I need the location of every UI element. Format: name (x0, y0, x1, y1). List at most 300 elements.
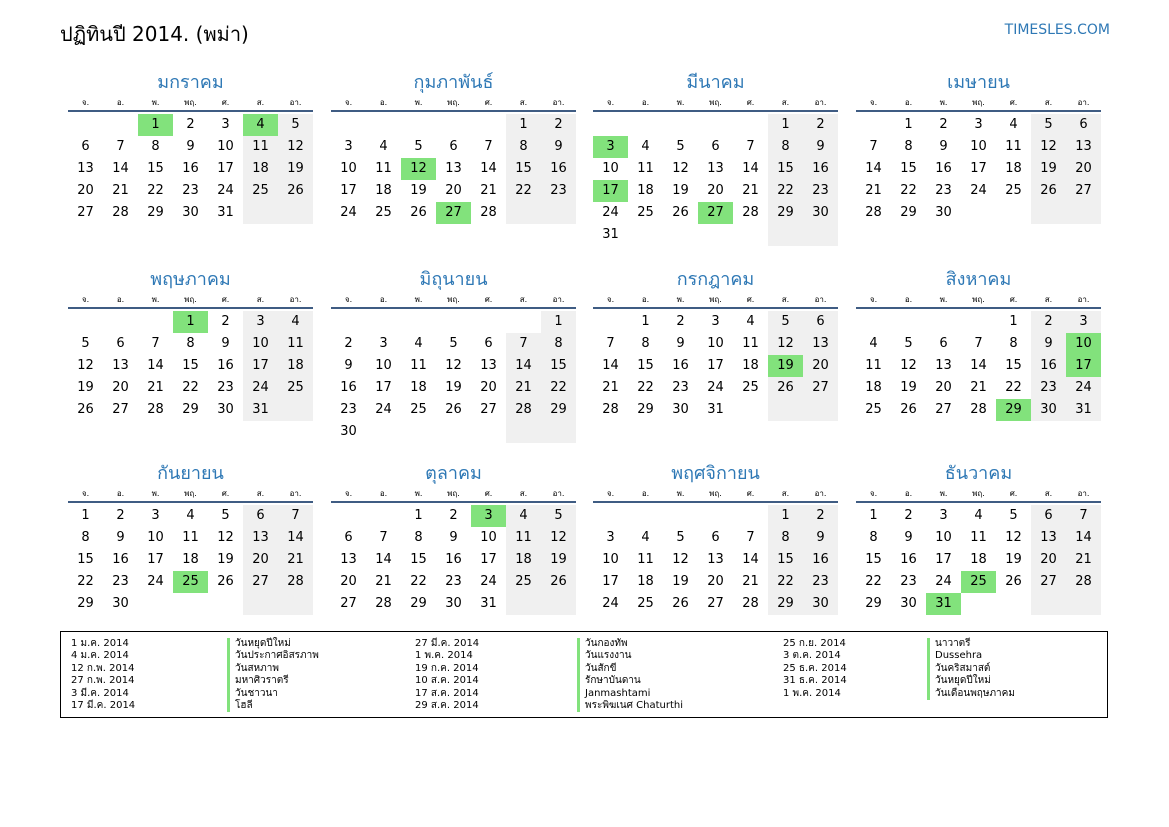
day-cell[interactable]: 15 (77, 552, 94, 567)
day-cell[interactable]: 18 (243, 158, 278, 180)
day-cell[interactable]: 15 (900, 161, 917, 176)
day-cell[interactable]: 2 (116, 508, 125, 523)
day-cell[interactable]: 14 (278, 527, 313, 549)
day-cell[interactable]: 4 (746, 314, 755, 329)
day-cell[interactable]: 29 (147, 205, 164, 220)
day-cell[interactable]: 14 (112, 161, 129, 176)
day-cell[interactable]: 22 (77, 574, 94, 589)
day-cell[interactable]: 27 (340, 596, 357, 611)
day-cell[interactable]: 25 (961, 571, 996, 593)
day-cell[interactable]: 14 (602, 358, 619, 373)
day-cell[interactable]: 12 (1031, 136, 1066, 158)
day-cell[interactable]: 26 (1031, 180, 1066, 202)
day-cell[interactable]: 28 (375, 596, 392, 611)
day-cell[interactable]: 3 (939, 508, 948, 523)
day-cell[interactable]: 23 (541, 180, 576, 202)
day-cell[interactable]: 29 (768, 202, 803, 224)
day-cell[interactable]: 29 (77, 596, 94, 611)
day-cell[interactable]: 19 (278, 158, 313, 180)
day-cell[interactable]: 7 (484, 139, 493, 154)
day-cell[interactable]: 24 (340, 205, 357, 220)
day-cell[interactable]: 21 (147, 380, 164, 395)
day-cell[interactable]: 23 (1031, 377, 1066, 399)
day-cell[interactable]: 8 (904, 139, 913, 154)
day-cell[interactable]: 12 (445, 358, 462, 373)
day-cell[interactable]: 19 (672, 574, 689, 589)
day-cell[interactable]: 17 (340, 183, 357, 198)
day-cell[interactable]: 12 (900, 358, 917, 373)
day-cell[interactable]: 8 (151, 139, 160, 154)
day-cell[interactable]: 25 (243, 180, 278, 202)
day-cell[interactable]: 3 (243, 311, 278, 333)
day-cell[interactable]: 8 (414, 530, 423, 545)
day-cell[interactable]: 16 (1031, 355, 1066, 377)
day-cell[interactable]: 28 (742, 596, 759, 611)
day-cell[interactable]: 1 (1009, 314, 1018, 329)
day-cell[interactable]: 2 (676, 314, 685, 329)
day-cell[interactable]: 10 (147, 530, 164, 545)
day-cell[interactable]: 16 (445, 552, 462, 567)
day-cell[interactable]: 7 (746, 139, 755, 154)
day-cell[interactable]: 7 (746, 530, 755, 545)
day-cell[interactable]: 30 (1031, 399, 1066, 421)
day-cell[interactable]: 4 (243, 114, 278, 136)
day-cell[interactable]: 14 (865, 161, 882, 176)
day-cell[interactable]: 26 (410, 205, 427, 220)
day-cell[interactable]: 29 (900, 205, 917, 220)
day-cell[interactable]: 14 (970, 358, 987, 373)
day-cell[interactable]: 10 (243, 333, 278, 355)
day-cell[interactable]: 20 (340, 574, 357, 589)
day-cell[interactable]: 4 (278, 311, 313, 333)
day-cell[interactable]: 10 (970, 139, 987, 154)
day-cell[interactable]: 20 (77, 183, 94, 198)
day-cell[interactable]: 30 (803, 593, 838, 615)
day-cell[interactable]: 29 (637, 402, 654, 417)
day-cell[interactable]: 22 (541, 377, 576, 399)
day-cell[interactable]: 17 (375, 380, 392, 395)
day-cell[interactable]: 15 (506, 158, 541, 180)
day-cell[interactable]: 2 (541, 114, 576, 136)
day-cell[interactable]: 23 (445, 574, 462, 589)
day-cell[interactable]: 11 (970, 530, 987, 545)
day-cell[interactable]: 4 (974, 508, 983, 523)
day-cell[interactable]: 2 (1031, 311, 1066, 333)
day-cell[interactable]: 21 (602, 380, 619, 395)
day-cell[interactable]: 19 (1031, 158, 1066, 180)
day-cell[interactable]: 11 (865, 358, 882, 373)
day-cell[interactable]: 15 (182, 358, 199, 373)
day-cell[interactable]: 11 (742, 336, 759, 351)
day-cell[interactable]: 23 (112, 574, 129, 589)
day-cell[interactable]: 20 (243, 549, 278, 571)
day-cell[interactable]: 27 (480, 402, 497, 417)
day-cell[interactable]: 12 (672, 552, 689, 567)
day-cell[interactable]: 15 (1005, 358, 1022, 373)
day-cell[interactable]: 10 (217, 139, 234, 154)
day-cell[interactable]: 17 (243, 355, 278, 377)
day-cell[interactable]: 22 (865, 574, 882, 589)
day-cell[interactable]: 13 (707, 552, 724, 567)
day-cell[interactable]: 13 (707, 161, 724, 176)
day-cell[interactable]: 6 (803, 311, 838, 333)
day-cell[interactable]: 13 (480, 358, 497, 373)
day-cell[interactable]: 22 (637, 380, 654, 395)
day-cell[interactable]: 9 (186, 139, 195, 154)
day-cell[interactable]: 24 (935, 574, 952, 589)
day-cell[interactable]: 21 (865, 183, 882, 198)
day-cell[interactable]: 24 (480, 574, 497, 589)
day-cell[interactable]: 19 (541, 549, 576, 571)
day-cell[interactable]: 2 (803, 114, 838, 136)
day-cell[interactable]: 26 (768, 377, 803, 399)
day-cell[interactable]: 6 (449, 139, 458, 154)
day-cell[interactable]: 7 (869, 139, 878, 154)
day-cell[interactable]: 3 (344, 139, 353, 154)
day-cell[interactable]: 8 (1009, 336, 1018, 351)
day-cell[interactable]: 18 (182, 552, 199, 567)
day-cell[interactable]: 14 (147, 358, 164, 373)
day-cell[interactable]: 18 (278, 355, 313, 377)
day-cell[interactable]: 16 (217, 358, 234, 373)
day-cell[interactable]: 20 (1031, 549, 1066, 571)
day-cell[interactable]: 25 (742, 380, 759, 395)
day-cell[interactable]: 29 (768, 593, 803, 615)
day-cell[interactable]: 3 (593, 136, 628, 158)
day-cell[interactable]: 16 (803, 158, 838, 180)
day-cell[interactable]: 22 (182, 380, 199, 395)
day-cell[interactable]: 13 (243, 527, 278, 549)
day-cell[interactable]: 13 (77, 161, 94, 176)
day-cell[interactable]: 3 (379, 336, 388, 351)
day-cell[interactable]: 31 (243, 399, 278, 421)
day-cell[interactable]: 26 (672, 596, 689, 611)
day-cell[interactable]: 29 (541, 399, 576, 421)
day-cell[interactable]: 9 (676, 336, 685, 351)
day-cell[interactable]: 28 (480, 205, 497, 220)
day-cell[interactable]: 13 (935, 358, 952, 373)
day-cell[interactable]: 15 (541, 355, 576, 377)
day-cell[interactable]: 27 (112, 402, 129, 417)
day-cell[interactable]: 25 (410, 402, 427, 417)
day-cell[interactable]: 1 (81, 508, 90, 523)
day-cell[interactable]: 2 (939, 117, 948, 132)
day-cell[interactable]: 25 (1005, 183, 1022, 198)
day-cell[interactable]: 25 (173, 571, 208, 593)
day-cell[interactable]: 26 (1005, 574, 1022, 589)
day-cell[interactable]: 11 (506, 527, 541, 549)
day-cell[interactable]: 1 (138, 114, 173, 136)
day-cell[interactable]: 29 (182, 402, 199, 417)
day-cell[interactable]: 16 (803, 549, 838, 571)
day-cell[interactable]: 9 (449, 530, 458, 545)
day-cell[interactable]: 5 (676, 530, 685, 545)
day-cell[interactable]: 22 (768, 180, 803, 202)
day-cell[interactable]: 10 (340, 161, 357, 176)
day-cell[interactable]: 28 (602, 402, 619, 417)
day-cell[interactable]: 20 (445, 183, 462, 198)
day-cell[interactable]: 21 (480, 183, 497, 198)
day-cell[interactable]: 20 (112, 380, 129, 395)
day-cell[interactable]: 19 (410, 183, 427, 198)
day-cell[interactable]: 31 (217, 205, 234, 220)
day-cell[interactable]: 7 (1066, 505, 1101, 527)
day-cell[interactable]: 6 (711, 530, 720, 545)
day-cell[interactable]: 11 (278, 333, 313, 355)
day-cell[interactable]: 13 (803, 333, 838, 355)
day-cell[interactable]: 18 (970, 552, 987, 567)
day-cell[interactable]: 5 (541, 505, 576, 527)
day-cell[interactable]: 2 (344, 336, 353, 351)
day-cell[interactable]: 26 (278, 180, 313, 202)
day-cell[interactable]: 19 (768, 355, 803, 377)
day-cell[interactable]: 12 (1005, 530, 1022, 545)
day-cell[interactable]: 8 (541, 333, 576, 355)
day-cell[interactable]: 18 (375, 183, 392, 198)
day-cell[interactable]: 14 (1066, 527, 1101, 549)
day-cell[interactable]: 18 (637, 574, 654, 589)
day-cell[interactable]: 28 (112, 205, 129, 220)
day-cell[interactable]: 16 (935, 161, 952, 176)
day-cell[interactable]: 6 (1031, 505, 1066, 527)
day-cell[interactable]: 13 (112, 358, 129, 373)
day-cell[interactable]: 5 (414, 139, 423, 154)
day-cell[interactable]: 7 (116, 139, 125, 154)
day-cell[interactable]: 5 (278, 114, 313, 136)
day-cell[interactable]: 14 (480, 161, 497, 176)
day-cell[interactable]: 18 (1005, 161, 1022, 176)
day-cell[interactable]: 28 (865, 205, 882, 220)
day-cell[interactable]: 25 (506, 571, 541, 593)
day-cell[interactable]: 11 (637, 161, 654, 176)
day-cell[interactable]: 23 (217, 380, 234, 395)
day-cell[interactable]: 23 (672, 380, 689, 395)
day-cell[interactable]: 23 (182, 183, 199, 198)
day-cell[interactable]: 18 (637, 183, 654, 198)
day-cell[interactable]: 24 (602, 205, 619, 220)
day-cell[interactable]: 3 (471, 505, 506, 527)
day-cell[interactable]: 31 (480, 596, 497, 611)
day-cell[interactable]: 4 (506, 505, 541, 527)
day-cell[interactable]: 27 (1031, 571, 1066, 593)
day-cell[interactable]: 1 (541, 311, 576, 333)
day-cell[interactable]: 12 (401, 158, 436, 180)
day-cell[interactable]: 6 (1066, 114, 1101, 136)
day-cell[interactable]: 12 (278, 136, 313, 158)
day-cell[interactable]: 18 (506, 549, 541, 571)
day-cell[interactable]: 4 (641, 530, 650, 545)
day-cell[interactable]: 15 (768, 158, 803, 180)
day-cell[interactable]: 12 (217, 530, 234, 545)
day-cell[interactable]: 10 (602, 552, 619, 567)
day-cell[interactable]: 24 (707, 380, 724, 395)
day-cell[interactable]: 18 (410, 380, 427, 395)
day-cell[interactable]: 6 (116, 336, 125, 351)
day-cell[interactable]: 19 (77, 380, 94, 395)
day-cell[interactable]: 17 (593, 180, 628, 202)
day-cell[interactable]: 1 (641, 314, 650, 329)
day-cell[interactable]: 24 (970, 183, 987, 198)
day-cell[interactable]: 30 (217, 402, 234, 417)
day-cell[interactable]: 29 (865, 596, 882, 611)
day-cell[interactable]: 6 (711, 139, 720, 154)
day-cell[interactable]: 8 (506, 136, 541, 158)
day-cell[interactable]: 1 (768, 114, 803, 136)
day-cell[interactable]: 19 (900, 380, 917, 395)
day-cell[interactable]: 7 (151, 336, 160, 351)
day-cell[interactable]: 14 (506, 355, 541, 377)
day-cell[interactable]: 4 (641, 139, 650, 154)
day-cell[interactable]: 12 (77, 358, 94, 373)
day-cell[interactable]: 22 (1005, 380, 1022, 395)
day-cell[interactable]: 18 (742, 358, 759, 373)
day-cell[interactable]: 23 (803, 180, 838, 202)
day-cell[interactable]: 16 (672, 358, 689, 373)
day-cell[interactable]: 27 (77, 205, 94, 220)
day-cell[interactable]: 10 (480, 530, 497, 545)
day-cell[interactable]: 4 (186, 508, 195, 523)
day-cell[interactable]: 21 (742, 183, 759, 198)
day-cell[interactable]: 10 (707, 336, 724, 351)
day-cell[interactable]: 16 (340, 380, 357, 395)
day-cell[interactable]: 13 (340, 552, 357, 567)
day-cell[interactable]: 22 (147, 183, 164, 198)
day-cell[interactable]: 24 (1066, 377, 1101, 399)
day-cell[interactable]: 8 (81, 530, 90, 545)
day-cell[interactable]: 20 (1066, 158, 1101, 180)
day-cell[interactable]: 14 (742, 161, 759, 176)
day-cell[interactable]: 17 (1066, 355, 1101, 377)
day-cell[interactable]: 24 (375, 402, 392, 417)
day-cell[interactable]: 21 (742, 574, 759, 589)
day-cell[interactable]: 11 (410, 358, 427, 373)
day-cell[interactable]: 28 (742, 205, 759, 220)
day-cell[interactable]: 9 (803, 527, 838, 549)
day-cell[interactable]: 18 (865, 380, 882, 395)
day-cell[interactable]: 22 (900, 183, 917, 198)
day-cell[interactable]: 17 (935, 552, 952, 567)
day-cell[interactable]: 27 (436, 202, 471, 224)
day-cell[interactable]: 23 (935, 183, 952, 198)
day-cell[interactable]: 23 (803, 571, 838, 593)
day-cell[interactable]: 15 (865, 552, 882, 567)
day-cell[interactable]: 13 (445, 161, 462, 176)
day-cell[interactable]: 27 (243, 571, 278, 593)
day-cell[interactable]: 20 (707, 574, 724, 589)
day-cell[interactable]: 7 (606, 336, 615, 351)
day-cell[interactable]: 5 (221, 508, 230, 523)
day-cell[interactable]: 5 (904, 336, 913, 351)
day-cell[interactable]: 3 (1066, 311, 1101, 333)
day-cell[interactable]: 30 (445, 596, 462, 611)
day-cell[interactable]: 7 (506, 333, 541, 355)
day-cell[interactable]: 21 (278, 549, 313, 571)
day-cell[interactable]: 8 (186, 336, 195, 351)
day-cell[interactable]: 17 (480, 552, 497, 567)
day-cell[interactable]: 1 (768, 505, 803, 527)
day-cell[interactable]: 9 (541, 136, 576, 158)
day-cell[interactable]: 17 (602, 574, 619, 589)
day-cell[interactable]: 17 (707, 358, 724, 373)
day-cell[interactable]: 31 (602, 227, 619, 242)
day-cell[interactable]: 23 (900, 574, 917, 589)
day-cell[interactable]: 20 (803, 355, 838, 377)
day-cell[interactable]: 16 (112, 552, 129, 567)
day-cell[interactable]: 1 (506, 114, 541, 136)
day-cell[interactable]: 28 (970, 402, 987, 417)
day-cell[interactable]: 4 (379, 139, 388, 154)
day-cell[interactable]: 1 (904, 117, 913, 132)
day-cell[interactable]: 21 (970, 380, 987, 395)
day-cell[interactable]: 16 (182, 161, 199, 176)
day-cell[interactable]: 20 (480, 380, 497, 395)
day-cell[interactable]: 22 (768, 571, 803, 593)
day-cell[interactable]: 6 (484, 336, 493, 351)
day-cell[interactable]: 19 (672, 183, 689, 198)
day-cell[interactable]: 9 (904, 530, 913, 545)
day-cell[interactable]: 27 (803, 377, 838, 399)
day-cell[interactable]: 12 (672, 161, 689, 176)
day-cell[interactable]: 6 (939, 336, 948, 351)
day-cell[interactable]: 27 (1066, 180, 1101, 202)
day-cell[interactable]: 11 (182, 530, 199, 545)
day-cell[interactable]: 29 (996, 399, 1031, 421)
day-cell[interactable]: 26 (672, 205, 689, 220)
day-cell[interactable]: 2 (904, 508, 913, 523)
day-cell[interactable]: 13 (1066, 136, 1101, 158)
day-cell[interactable]: 24 (217, 183, 234, 198)
day-cell[interactable]: 10 (1066, 333, 1101, 355)
day-cell[interactable]: 28 (278, 571, 313, 593)
day-cell[interactable]: 14 (742, 552, 759, 567)
day-cell[interactable]: 11 (1005, 139, 1022, 154)
day-cell[interactable]: 28 (1066, 571, 1101, 593)
day-cell[interactable]: 15 (637, 358, 654, 373)
day-cell[interactable]: 6 (344, 530, 353, 545)
day-cell[interactable]: 25 (375, 205, 392, 220)
day-cell[interactable]: 9 (344, 358, 353, 373)
day-cell[interactable]: 25 (637, 205, 654, 220)
day-cell[interactable]: 31 (707, 402, 724, 417)
day-cell[interactable]: 7 (379, 530, 388, 545)
day-cell[interactable]: 21 (1066, 549, 1101, 571)
day-cell[interactable]: 22 (410, 574, 427, 589)
site-logo[interactable]: TIMESLES.COM (1004, 22, 1110, 38)
day-cell[interactable]: 5 (81, 336, 90, 351)
day-cell[interactable]: 17 (147, 552, 164, 567)
day-cell[interactable]: 25 (278, 377, 313, 399)
day-cell[interactable]: 27 (935, 402, 952, 417)
day-cell[interactable]: 2 (186, 117, 195, 132)
day-cell[interactable]: 8 (768, 136, 803, 158)
day-cell[interactable]: 9 (803, 136, 838, 158)
day-cell[interactable]: 3 (974, 117, 983, 132)
day-cell[interactable]: 10 (935, 530, 952, 545)
day-cell[interactable]: 30 (182, 205, 199, 220)
day-cell[interactable]: 27 (698, 202, 733, 224)
day-cell[interactable]: 19 (445, 380, 462, 395)
day-cell[interactable]: 26 (445, 402, 462, 417)
day-cell[interactable]: 5 (1031, 114, 1066, 136)
day-cell[interactable]: 15 (768, 549, 803, 571)
day-cell[interactable]: 5 (449, 336, 458, 351)
day-cell[interactable]: 5 (676, 139, 685, 154)
day-cell[interactable]: 27 (707, 596, 724, 611)
day-cell[interactable]: 7 (278, 505, 313, 527)
day-cell[interactable]: 28 (506, 399, 541, 421)
day-cell[interactable]: 12 (541, 527, 576, 549)
day-cell[interactable]: 10 (375, 358, 392, 373)
